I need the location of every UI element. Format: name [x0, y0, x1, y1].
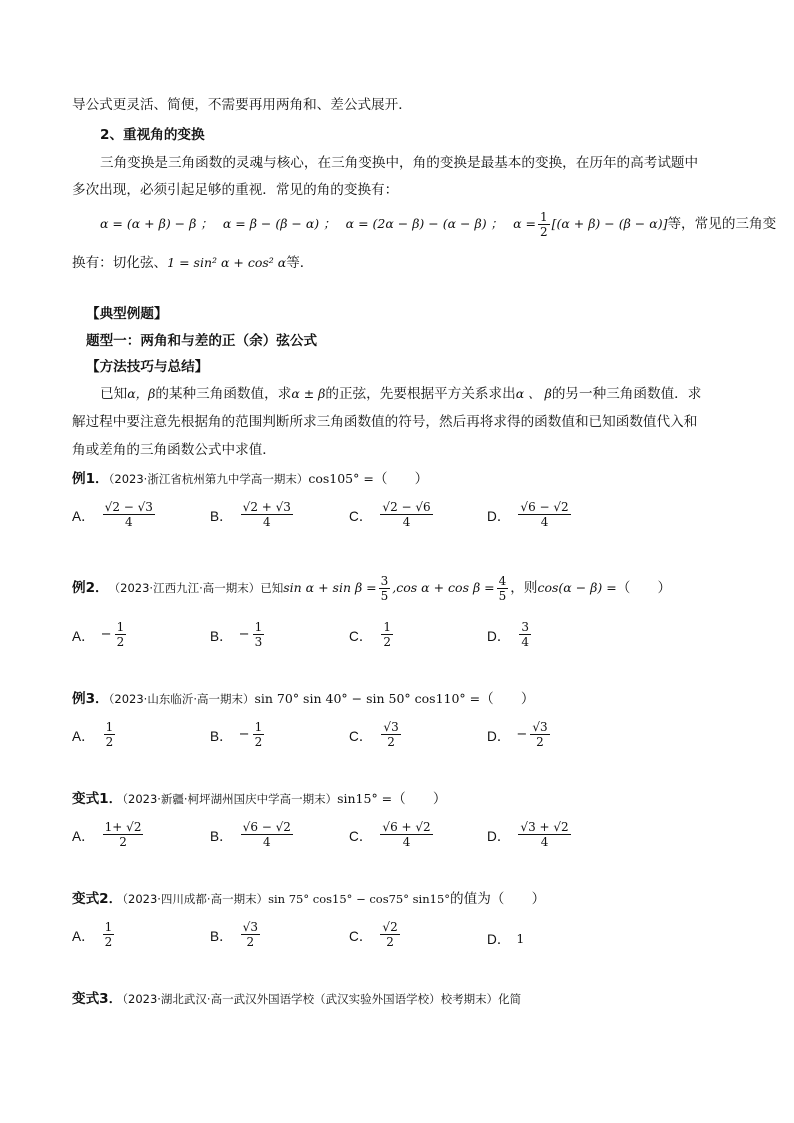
- option-c[interactable]: [349, 820, 435, 849]
- example-text: ，则: [510, 580, 538, 596]
- option-numerator: √6 + √2: [382, 820, 431, 834]
- para3-tail: 等．: [286, 255, 314, 271]
- method-math: α，: [127, 386, 149, 401]
- option-numerator: 1+ √2: [104, 820, 142, 834]
- option-denominator: 4: [521, 635, 530, 649]
- method-line-3: 角或差角的三角函数公式中求值．: [72, 442, 276, 458]
- method-text: 的正弦，先要根据平方关系求出: [325, 386, 516, 402]
- answer-blank: （ ）: [392, 791, 447, 807]
- formula-d-prefix: α =: [513, 216, 536, 231]
- option-denominator: 2: [119, 835, 127, 849]
- option-label: A．: [72, 828, 95, 844]
- option-numerator: 1: [254, 720, 263, 734]
- option-b[interactable]: [210, 720, 266, 749]
- example-source: （2023·山东临沂·高一期末）: [108, 692, 255, 706]
- example-1-question: [72, 469, 428, 489]
- examples-title: 【典型例题】: [86, 306, 168, 322]
- para3-prefix: 换有：切化弦、: [72, 255, 168, 271]
- option-label: D．: [487, 828, 511, 844]
- type1-title: 题型一：两角和与差的正（余）弦公式: [86, 333, 318, 349]
- option-b[interactable]: [210, 820, 295, 849]
- example-source: （2023·浙江省杭州第九中学高一期末）: [108, 472, 309, 486]
- option-denominator: 4: [540, 515, 549, 529]
- option-denominator: 2: [104, 935, 113, 949]
- option-c[interactable]: [349, 920, 402, 949]
- option-label: B．: [210, 508, 233, 524]
- option-numerator: √6 − √2: [242, 820, 291, 834]
- option-d[interactable]: [487, 820, 573, 849]
- fraction-denominator: 5: [380, 588, 389, 603]
- option-denominator: 4: [402, 835, 411, 849]
- variant-label: 变式3．: [72, 991, 123, 1007]
- option-numerator: 1: [383, 620, 392, 634]
- answer-blank: （ ）: [480, 691, 535, 707]
- variant-2-question: [72, 889, 545, 909]
- answer-blank: （ ）: [373, 471, 429, 487]
- option-label: D．: [487, 932, 511, 947]
- fraction-denominator: 2: [539, 224, 548, 239]
- option-denominator: 2: [105, 735, 114, 749]
- variant-source: （2023·湖北武汉·高一武汉外国语学校（武汉实验外国语学校）校考期末）化简: [122, 992, 522, 1006]
- option-denominator: 2: [254, 735, 263, 749]
- option-sign: −: [516, 727, 528, 742]
- option-denominator: 3: [254, 635, 263, 649]
- method-text: 的另一种三角函数值．求: [551, 386, 702, 402]
- variant-label: 变式1．: [72, 791, 123, 807]
- option-a[interactable]: [72, 920, 116, 949]
- option-numerator: √3: [242, 920, 258, 934]
- option-numerator: 3: [521, 620, 530, 634]
- formula-d-body: [(α + β) − (β − α)]: [551, 216, 668, 231]
- option-label: C．: [349, 628, 373, 644]
- option-denominator: 2: [386, 935, 394, 949]
- example-3-question: [72, 689, 535, 709]
- option-a[interactable]: [72, 620, 128, 649]
- variant-expression: sin 75° cos15° − cos75° sin15°: [268, 892, 451, 906]
- variant-label: 变式2．: [72, 891, 123, 907]
- method-title: 【方法技巧与总结】: [86, 359, 209, 375]
- option-label: B．: [210, 928, 233, 944]
- option-denominator: 4: [402, 515, 411, 529]
- option-d[interactable]: [487, 500, 573, 529]
- option-sign: −: [238, 627, 250, 642]
- option-a[interactable]: [72, 720, 117, 749]
- option-d[interactable]: [487, 928, 524, 948]
- option-numerator: √3: [383, 720, 399, 734]
- intro-line-1: 导公式更灵活、简便，不需要再用两角和、差公式展开．: [72, 97, 412, 113]
- heading-angle-transform: 2、重视角的变换: [100, 127, 205, 143]
- method-line-1: [100, 384, 701, 404]
- example-expression: sin α + sin β =: [283, 580, 377, 595]
- option-d[interactable]: [487, 720, 552, 749]
- option-label: C．: [349, 828, 373, 844]
- option-denominator: 2: [536, 735, 544, 749]
- option-label: D．: [487, 728, 511, 744]
- example-expression: cos105° =: [308, 471, 374, 486]
- option-numerator: 1: [254, 620, 263, 634]
- option-denominator: 2: [246, 935, 255, 949]
- intro-para-3: [72, 253, 313, 273]
- fraction-denominator: 5: [498, 588, 507, 603]
- method-math: β: [148, 386, 156, 401]
- option-label: B．: [210, 728, 233, 744]
- formula-d-fraction: [538, 210, 550, 239]
- option-denominator: 4: [262, 835, 271, 849]
- option-numerator: √2 − √3: [104, 500, 153, 514]
- option-denominator: 2: [383, 635, 392, 649]
- option-d[interactable]: [487, 620, 533, 649]
- answer-blank: （ ）: [616, 580, 672, 596]
- option-b[interactable]: [210, 500, 295, 529]
- example-expression: ,cos α + cos β =: [392, 580, 495, 595]
- formula-d-tail: 等，常见的三角变: [667, 216, 777, 232]
- option-denominator: 2: [116, 635, 125, 649]
- option-label: C．: [349, 728, 373, 744]
- option-value: 1: [516, 930, 525, 946]
- option-numerator: 1: [105, 720, 114, 734]
- option-sign: −: [100, 627, 112, 642]
- option-c[interactable]: [349, 620, 395, 649]
- option-c[interactable]: [349, 720, 403, 749]
- example-source: （2023·江西九江·高一期末）已知: [108, 581, 284, 595]
- variant-1-question: [72, 789, 447, 809]
- example-label: 例1．: [72, 471, 109, 487]
- example-expression: cos(α − β) =: [537, 580, 617, 595]
- option-numerator: √2 + √3: [242, 500, 291, 514]
- fraction-numerator: 4: [498, 573, 507, 588]
- option-numerator: 1: [104, 920, 113, 934]
- option-label: A．: [72, 628, 95, 644]
- option-numerator: 1: [116, 620, 125, 634]
- intro-para-2: 多次出现，必须引起足够的重视．常见的角的变换有：: [72, 182, 399, 198]
- option-b[interactable]: [210, 920, 262, 949]
- identity-formula: 1 = sin² α + cos² α: [167, 255, 287, 270]
- option-numerator: √3 + √2: [520, 820, 569, 834]
- option-denominator: 4: [124, 515, 133, 529]
- method-text: 的某种三角函数值，求: [155, 386, 292, 402]
- option-numerator: √2 − √6: [382, 500, 431, 514]
- formula-b: α = β − (β − α) ；: [222, 216, 336, 231]
- option-label: A．: [72, 928, 95, 944]
- variant-source: （2023·新疆·柯坪湖州国庆中学高一期末）: [122, 792, 338, 806]
- option-label: B．: [210, 828, 233, 844]
- option-label: C．: [349, 508, 373, 524]
- option-numerator: √6 − √2: [520, 500, 569, 514]
- fraction-numerator: 1: [539, 209, 548, 224]
- option-a[interactable]: [72, 500, 157, 529]
- option-label: A．: [72, 508, 95, 524]
- example-label: 例3．: [72, 691, 109, 707]
- variant-expression: sin15° =: [337, 791, 393, 806]
- option-label: D．: [487, 628, 511, 644]
- option-label: D．: [487, 508, 511, 524]
- option-numerator: √2: [382, 920, 398, 934]
- option-label: C．: [349, 928, 373, 944]
- option-label: A．: [72, 728, 95, 744]
- option-denominator: 2: [387, 735, 395, 749]
- option-denominator: 4: [540, 835, 549, 849]
- method-line-2: 解过程中要注意先根据角的范围判断所求三角函数值的符号，然后再将求得的函数值和已知函数值代入和: [72, 414, 698, 430]
- angle-formulas: [100, 209, 777, 239]
- option-b[interactable]: [210, 620, 266, 649]
- formula-c: α = (2α − β) − (α − β) ；: [345, 216, 504, 231]
- option-c[interactable]: [349, 500, 435, 529]
- formula-a: α = (α + β) − β ；: [100, 216, 213, 231]
- example-label: 例2．: [72, 580, 109, 596]
- fraction-numerator: 3: [380, 573, 389, 588]
- option-numerator: √3: [532, 720, 548, 734]
- method-text: 已知: [100, 386, 128, 402]
- variant-3-question: [72, 989, 521, 1009]
- variant-source: （2023·四川成都·高一期末）: [122, 892, 269, 906]
- method-math: α ± β: [291, 386, 326, 401]
- option-label: B．: [210, 628, 233, 644]
- example-expression: sin 70° sin 40° − sin 50° cos110° =: [254, 691, 481, 706]
- option-a[interactable]: [72, 820, 145, 849]
- example-2-question: [72, 573, 671, 603]
- intro-para-1: 三角变换是三角函数的灵魂与核心，在三角变换中，角的变换是最基本的变换，在历年的高考试题中: [100, 155, 699, 171]
- method-math: α 、 β: [515, 386, 552, 401]
- variant-tail: 的值为（ ）: [450, 891, 546, 907]
- option-sign: −: [238, 727, 250, 742]
- option-denominator: 4: [262, 515, 271, 529]
